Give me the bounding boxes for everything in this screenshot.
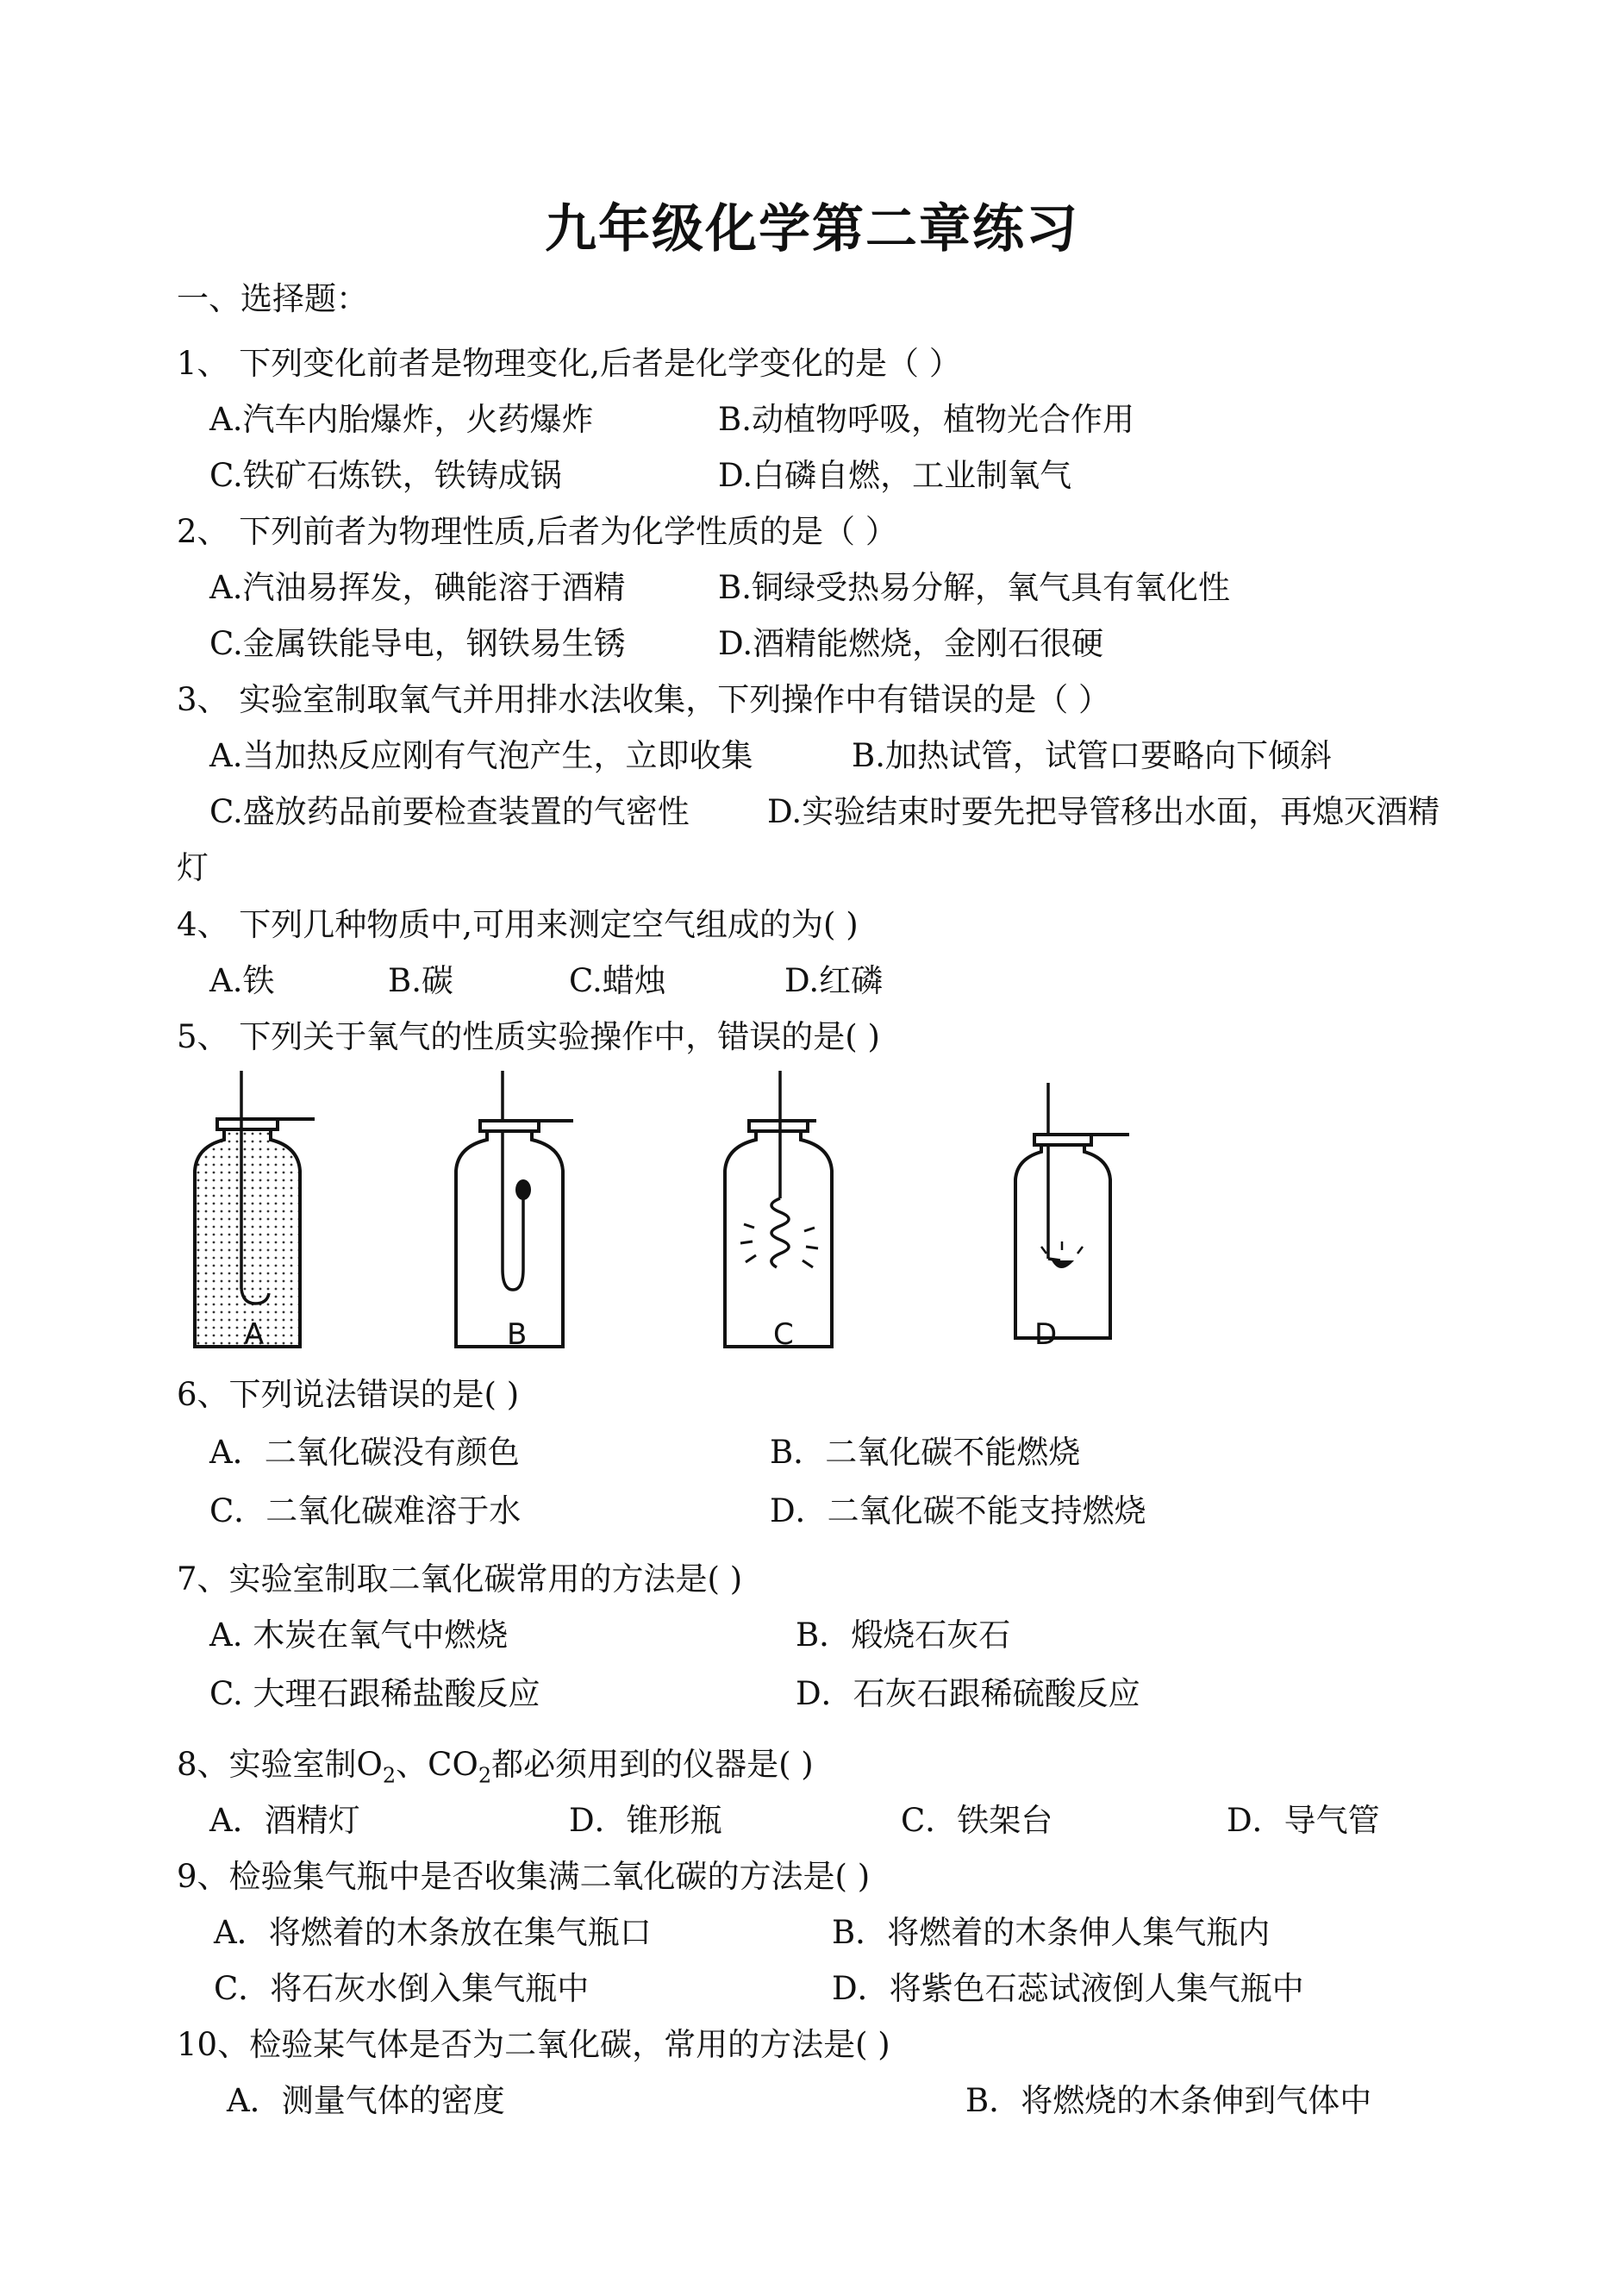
question-4-option-d: D.红磷 — [784, 962, 884, 999]
question-10-option-a: A．测量气体的密度 — [227, 2082, 505, 2119]
question-6-option-b: B．二氧化碳不能燃烧 — [770, 1434, 1081, 1471]
figure-a-label: A — [244, 1317, 265, 1352]
section-heading: 一、选择题： — [177, 280, 368, 317]
question-8-option-d: D．导气管 — [1227, 1802, 1380, 1839]
formula-carbon-dioxide: $CO_2$ — [428, 1746, 492, 1788]
figure-b-label: B — [507, 1317, 528, 1352]
formula-oxygen: $O_2$ — [356, 1746, 397, 1788]
question-4-stem: 4、 下列几种物质中,可用来测定空气组成的为( ) — [177, 906, 859, 943]
question-8-stem: 8、实验室制$O_2$、$CO_2$都必须用到的仪器是( ) — [177, 1746, 814, 1788]
experiment-figure-a — [172, 1069, 345, 1354]
question-6-stem: 6、下列说法错误的是( ) — [177, 1376, 520, 1413]
question-3-option-d-continued: 灯 — [177, 849, 209, 886]
question-9-option-b: B．将燃着的木条伸人集气瓶内 — [832, 1914, 1271, 1951]
question-2-option-c: C.金属铁能导电，钢铁易生锈 — [209, 625, 626, 662]
page-title: 九年级化学第二章练习 — [545, 199, 1079, 260]
question-1-option-c: C.铁矿石炼铁，铁铸成锅 — [209, 457, 562, 494]
question-6-option-d: D．二氧化碳不能支持燃烧 — [770, 1492, 1146, 1529]
figure-c-label: C — [773, 1317, 794, 1352]
question-2-stem: 2、 下列前者为物理性质,后者为化学性质的是（ ） — [177, 513, 897, 550]
question-8-option-b: D．锥形瓶 — [569, 1802, 722, 1839]
question-7-option-d: D．石灰石跟稀硫酸反应 — [796, 1675, 1140, 1712]
question-7-option-b: B．煅烧石灰石 — [796, 1617, 1011, 1654]
question-10-stem: 10、检验某气体是否为二氧化碳，常用的方法是( ) — [177, 2026, 890, 2063]
question-4-option-a: A.铁 — [209, 962, 275, 999]
question-6-option-a: A．二氧化碳没有颜色 — [209, 1434, 520, 1471]
experiment-figure-c — [703, 1069, 875, 1354]
question-8-stem-end: 都必须用到的仪器是( ) — [491, 1746, 814, 1783]
question-3-stem: 3、 实验室制取氧气并用排水法收集，下列操作中有错误的是（ ） — [177, 681, 1111, 718]
question-3-option-d: D.实验结束时要先把导管移出水面，再熄灭酒精 — [767, 793, 1440, 830]
question-8-option-a: A．酒精灯 — [209, 1802, 360, 1839]
question-7-option-a: A. 木炭在氧气中燃烧 — [209, 1617, 509, 1654]
question-1-stem: 1、 下列变化前者是物理变化,后者是化学变化的是（ ） — [177, 345, 961, 382]
experiment-figure-d — [991, 1069, 1164, 1354]
question-2-option-a: A.汽油易挥发，碘能溶于酒精 — [209, 569, 626, 606]
question-6-option-c: C．二氧化碳难溶于水 — [209, 1492, 522, 1529]
experiment-figure-b — [435, 1069, 608, 1354]
figure-d-label: D — [1034, 1317, 1058, 1352]
question-8-option-c: C．铁架台 — [901, 1802, 1053, 1839]
question-2-option-d: D.酒精能燃烧，金刚石很硬 — [718, 625, 1104, 662]
question-10-option-b: B．将燃烧的木条伸到气体中 — [965, 2082, 1372, 2119]
question-3-option-a: A.当加热反应刚有气泡产生，立即收集 — [209, 737, 753, 774]
question-7-stem: 7、实验室制取二氧化碳常用的方法是( ) — [177, 1560, 743, 1598]
question-1-option-a: A.汽车内胎爆炸，火药爆炸 — [209, 401, 594, 438]
question-9-option-a: A．将燃着的木条放在集气瓶口 — [214, 1914, 652, 1951]
question-5-stem: 5、 下列关于氧气的性质实验操作中，错误的是( ) — [177, 1018, 880, 1055]
question-7-option-c: C. 大理石跟稀盐酸反应 — [209, 1675, 540, 1712]
question-9-option-c: C．将石灰水倒入集气瓶中 — [214, 1970, 590, 2007]
question-9-option-d: D．将紫色石蕊试液倒人集气瓶中 — [832, 1970, 1304, 2007]
question-2-option-b: B.铜绿受热易分解，氧气具有氧化性 — [718, 569, 1230, 606]
question-8-stem-start: 8、实验室制 — [177, 1746, 357, 1783]
question-9-stem: 9、检验集气瓶中是否收集满二氧化碳的方法是( ) — [177, 1858, 871, 1895]
question-1-option-b: B.动植物呼吸，植物光合作用 — [718, 401, 1134, 438]
question-1-option-d: D.白磷自燃，工业制氧气 — [718, 457, 1072, 494]
question-4-option-b: B.碳 — [388, 962, 453, 999]
question-3-option-b: B.加热试管，试管口要略向下倾斜 — [852, 737, 1332, 774]
question-4-option-c: C.蜡烛 — [569, 962, 666, 999]
question-3-option-c: C.盛放药品前要检查装置的气密性 — [209, 793, 690, 830]
